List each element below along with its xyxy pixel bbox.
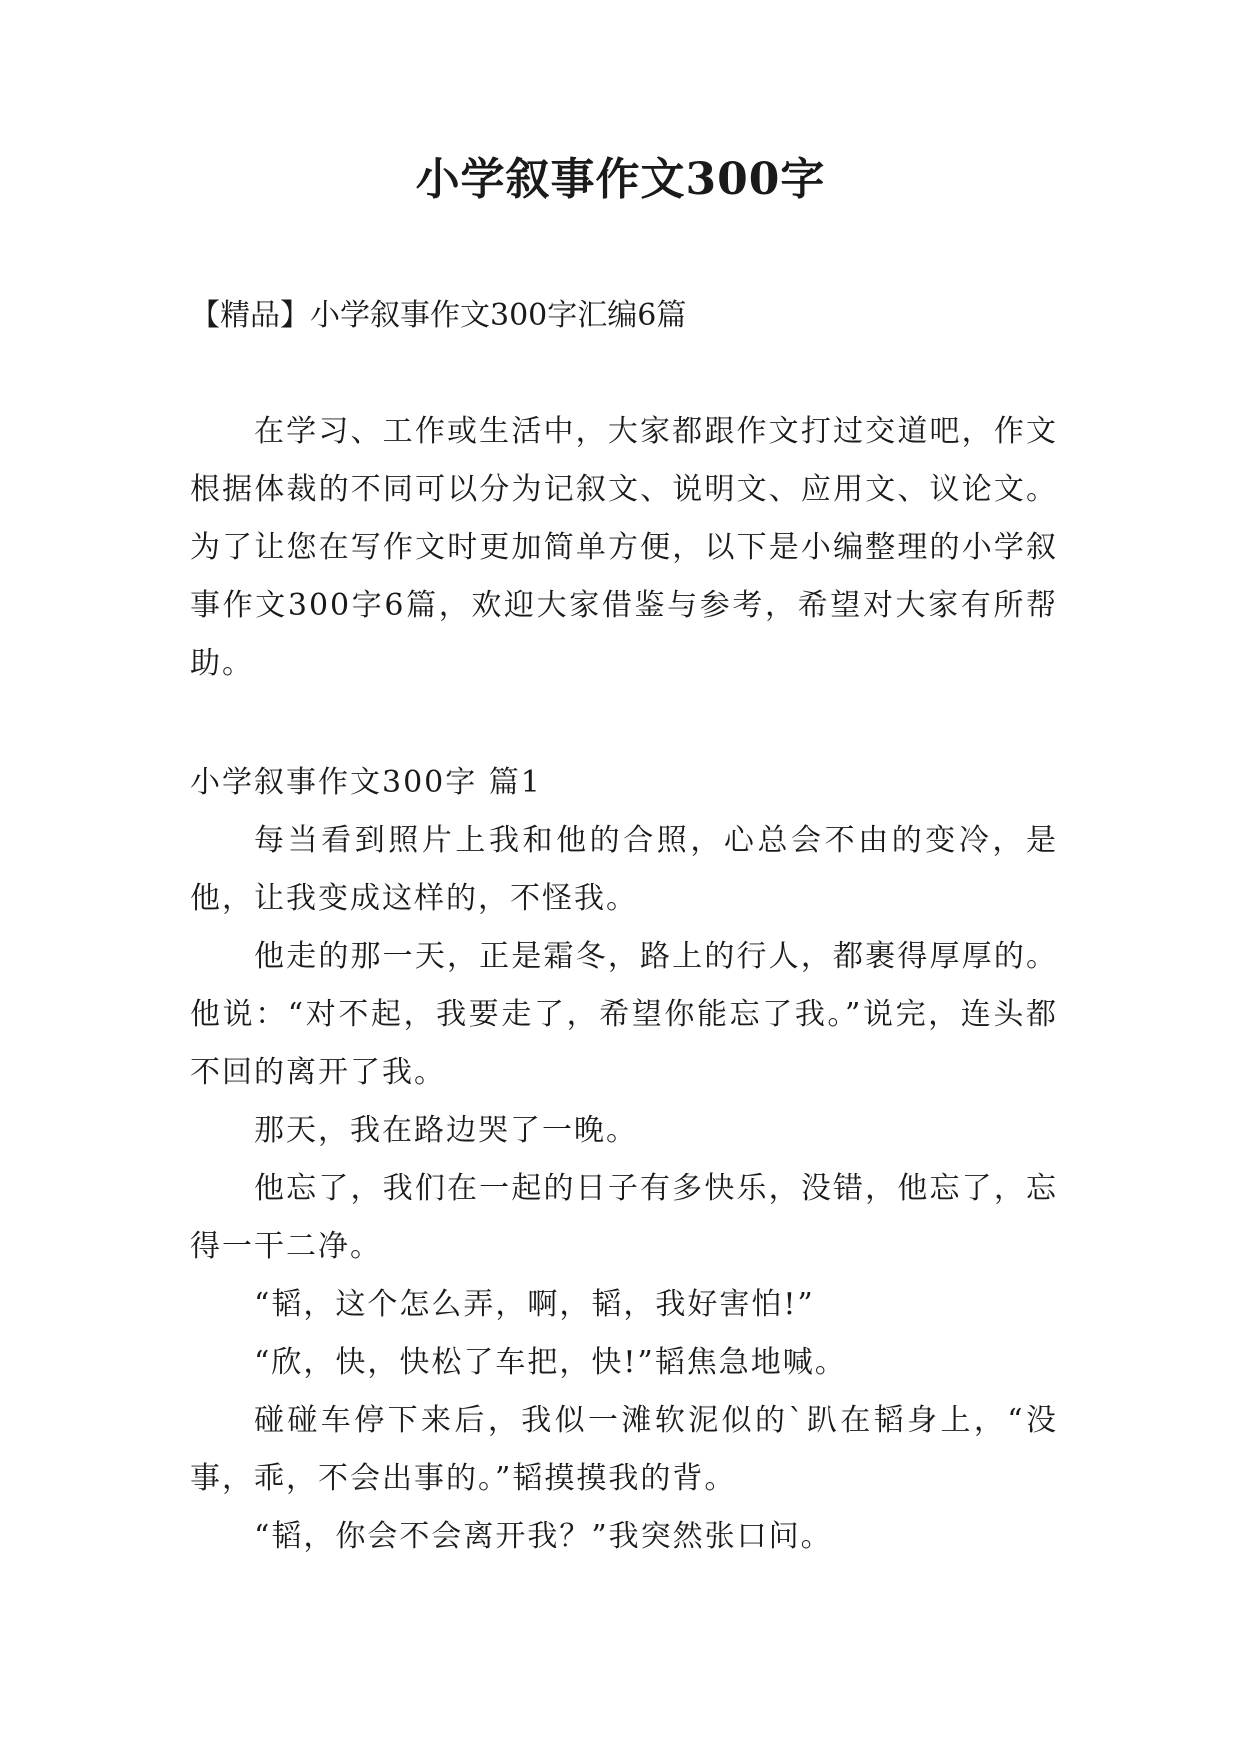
paragraph: 每当看到照片上我和他的合照，心总会不由的变冷，是他，让我变成这样的，不怪我。 xyxy=(190,823,1058,916)
paragraph: 碰碰车停下来后，我似一滩软泥似的`趴在韬身上，“没事，乖，不会出事的。”韬摸摸我的背。 xyxy=(190,1403,1058,1496)
paragraph: 那天，我在路边哭了一晚。 xyxy=(254,1113,638,1148)
intro-paragraph: 在学习、工作或生活中，大家都跟作文打过交道吧，作文根据体裁的不同可以分为记叙文、说明文、应用文、议论文。为了让您在写作文时更加简单方便，以下是小编整理的小学叙事作文300字6篇，欢迎大家借鉴与参考，希望对大家有所帮助。 xyxy=(190,414,1058,681)
document-title: 小学叙事作文300字 xyxy=(415,154,826,205)
paragraph: 他走的那一天，正是霜冬，路上的行人，都裹得厚厚的。他说：“对不起，我要走了，希望你能忘了我。”说完，连头都不回的离开了我。 xyxy=(190,939,1058,1090)
paragraph: “韬，你会不会离开我？”我突然张口问。 xyxy=(254,1519,833,1554)
paragraph: “韬，这个怎么弄，啊，韬，我好害怕!” xyxy=(254,1287,815,1322)
intro-block xyxy=(190,403,1058,693)
section-heading: 小学叙事作文300字 篇1 xyxy=(190,765,542,800)
paragraph: “欣，快，快松了车把，快!”韬焦急地喊。 xyxy=(254,1345,847,1380)
paragraph: 他忘了，我们在一起的日子有多快乐，没错，他忘了，忘得一干二净。 xyxy=(190,1171,1058,1264)
document-subtitle: 【精品】小学叙事作文300字汇编6篇 xyxy=(190,298,687,333)
article-block xyxy=(190,754,1058,1566)
